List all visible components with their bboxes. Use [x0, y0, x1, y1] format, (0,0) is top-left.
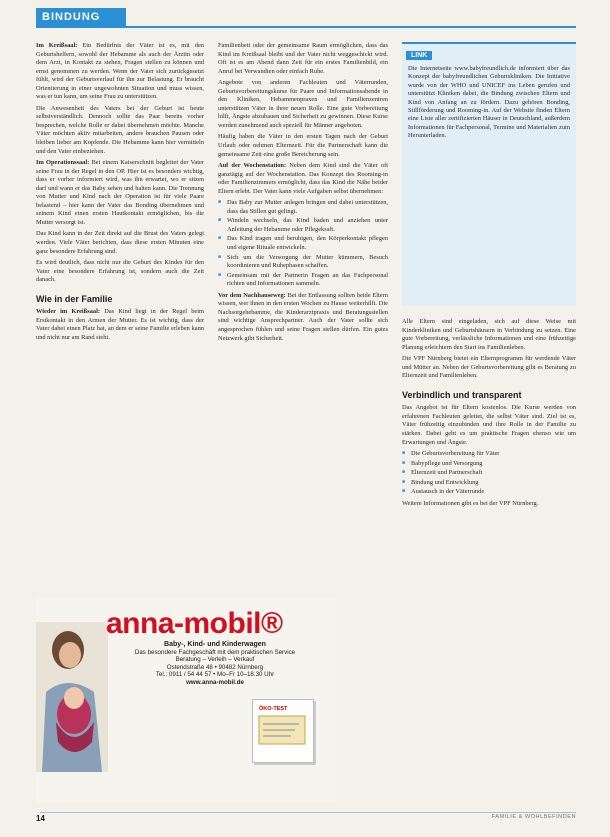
- paragraph-text: Das Kind liegt in der Regel beim Erstkontakt in den Armen der Mutter. Es ist wichtig, dass der Vater dabei einen Platz hat, an dem er seine Familie erleben kann und nicht nur am Rand steht.: [36, 308, 204, 341]
- paragraph: Das Angebot ist für Eltern kostenlos. Die Kurse werden von erfahrenen Fachleuten geleitet, die selbst Väter sind. Ziel ist es, Väter frühzeitig einzubinden und ihre Rolle in der Familie zu stärken. Dabei geht es um praktische Fragen ebenso wie um Erwartungen und Ängste.: [402, 404, 576, 446]
- subheading: Verbindlich und transparent: [402, 389, 522, 400]
- list-item: ■ Sich um die Versorgung der Mutter kümmern, Besuch koordinieren und Ruhephasen schaffen.: [218, 254, 388, 271]
- magazine-footer: FAMILIE & WOHLBEFINDEN: [491, 814, 576, 820]
- paragraph-text: Bei der Entlassung sollten beide Eltern wissen, wer ihnen in den ersten Wochen zu Hause weiterhilft. Die Nachsorgehebamme, die Kinderarztpraxis und Beratungsstellen sind wichtige Ansprechpartner. Auch der Vater sollte sich angesprochen fühlen und seine Fragen stellen dürfen. Ein gutes Netzwerk gibt Sicherheit.: [218, 291, 388, 342]
- ad-line: Das besondere Fachgeschäft mit dem praktischen Service: [134, 648, 296, 656]
- paragraph: [218, 162, 388, 196]
- list-item: ■ Die Geburtsvorbereitung für Väter: [402, 450, 576, 459]
- link-box: [402, 42, 576, 306]
- list-item: ■ Das Kind tragen und beruhigen, den Körperkontakt pflegen und eigene Rituale entwickeln.: [218, 235, 388, 252]
- paragraph: Häufig haben die Väter in den ersten Tagen nach der Geburt Urlaub oder nehmen Elternzeit. Für die Partnerschaft kann die gemeinsame Zeit eine große Bereicherung sein.: [218, 133, 388, 158]
- section-label: BINDUNG: [36, 8, 126, 26]
- paragraph: [36, 159, 204, 227]
- paragraph: Alle Eltern sind eingeladen, sich auf diese Weise mit Kinderkliniken und Geburtshäusern in Verbindung zu setzen. Eine gute Vorbereitung, verlässliche Informationen und eine frühzeitige Planung erleichtern den Start ins Familienleben.: [402, 318, 576, 351]
- column-3: [402, 318, 576, 511]
- paragraph-text: Neben dem Kind sind die Väter oft ganztägig auf der Wochenstation. Das Konzept des Rooming-in oder Familienzimmers ermöglicht, dass das Kind die Nähe beider Eltern erlebt. Der Vater kann viele Aufgaben selbst übernehmen:: [218, 162, 388, 195]
- column-2: [218, 42, 388, 346]
- paragraph: [36, 308, 204, 342]
- list-item: ■ Elternzeit und Partnerschaft: [402, 469, 576, 478]
- list-item: ■ Gemeinsam mit der Partnerin Fragen an das Fachpersonal richten und Informationen sammeln.: [218, 272, 388, 289]
- oeko-test-label: [252, 699, 314, 763]
- link-box-title: LINK: [406, 51, 432, 60]
- link-box-text[interactable]: Die Internetseite www.babyfreundlich.de informiert über das Konzept der babyfreundlichen Geburtskliniken. Die Initiative wurde von der WHO und UNICEF ins Leben gerufen und unterstützt Kliniken dabei, die Bindung zwischen Eltern und Kind von Anfang an zu fördern. Dazu gehören Bonding, Stillförderung und Rooming-in. Auf der Website finden Eltern eine Liste aller zertifizierten Häuser in Deutschland, außerdem Informationen für Fachpersonal, Termine und Materialien zum Herunterladen.: [408, 65, 570, 140]
- footer-rule: [40, 812, 576, 813]
- advertisement[interactable]: [36, 597, 336, 802]
- ad-text: [108, 641, 322, 687]
- paragraph-lead: Wieder im Kreißsaal:: [36, 308, 101, 316]
- paragraph: Familienbett oder der gemeinsame Raum ermöglichen, dass das Kind im Kreißsaal bleibt und der Vater nicht weggeschickt wird. Oft ist es am Abend dann Zeit für ein erstes Familienbild, ein Anruf bei Verwandten oder einfach Ruhe.: [218, 42, 388, 75]
- paragraph-lead: Vor dem Nachhauseweg:: [218, 291, 286, 299]
- list-item: ■ Das Baby zur Mutter anlegen bringen und dabei unterstützen, dass das Stillen gut gelingt.: [218, 199, 388, 216]
- paragraph: Die VPF Nürnberg bietet ein Elternprogramm für werdende Väter und Mütter an. Neben der Geburtsvorbereitung gibt es Beratung zu Elternzeit und Familienleben.: [402, 355, 576, 380]
- paragraph-lead: Im Kreißsaal:: [36, 42, 78, 49]
- parent-with-baby-image: [36, 622, 108, 772]
- list-item: ■ Austausch in der Väterrunde: [402, 488, 576, 497]
- paragraph: Die Anwesenheit des Vaters bei der Geburt ist heute selbstverständlich. Dennoch sollte das Paar bereits vorher besprechen, welche Rolle er dabei übernehmen möchte. Manche Väter möchten aktiv mitarbeiten, andere brauchen Pausen oder bleiben lieber am Kopfende. Die Hebamme kann hier vermitteln und den Vater einbeziehen.: [36, 104, 204, 155]
- list-item: ■ Windeln wechseln, das Kind baden und anziehen unter Anleitung der Hebamme oder Pflegekraft.: [218, 217, 388, 234]
- ad-brand-logo: anna-mobil®: [106, 607, 283, 640]
- paragraph-text: Ein Bedürfnis der Väter ist es, mit den Geburtshelfern, sowohl der Hebamme als auch der Ärztin oder dem Arzt, in Kontakt zu stehen, Fragen stellen zu können und ernst genommen zu werden. Wenn der Vater sich zurückgesetzt fühlt, wird der Geburtsverlauf für ihn zur Belastung. Er braucht Orientierung in einer ungewohnten Situation und muss wissen, was er tun kann, um seine Frau zu unterstützen.: [36, 42, 204, 101]
- subheading: Wie in der Familie: [36, 293, 113, 304]
- ad-line: Ostendstraße 48 • 90482 Nürnberg: [166, 663, 264, 671]
- ad-line: Tel.: 0911 / 54 44 57 • Mo–Fr 10–18.30 Uhr: [155, 671, 275, 679]
- column-1: [36, 42, 204, 346]
- bullet-list: [402, 450, 576, 497]
- paragraph-text: Bei einem Kaiserschnitt begleitet der Vater seine Frau in der Regel in den OP. Hier ist es besonders wichtig, dass er vorher informiert wird, was ihn erwartet, wo er sitzen darf und wann er das Baby sehen und halten kann. Die Trennung von Mutter und Kind nach der Operation ist für viele Paare belastend – hier kann der Vater das Bonding übernehmen und seinem Kind einen ersten Hautkontakt ermöglichen, bis die Mutter versorgt ist.: [36, 159, 204, 226]
- paragraph-lead: Im Operationssaal:: [36, 159, 90, 167]
- bullet-list: [218, 199, 388, 288]
- list-item: ■ Bindung und Entwicklung: [402, 479, 576, 488]
- paragraph: Weitere Informationen gibt es bei der VPF Nürnberg.: [402, 499, 539, 507]
- oeko-test-text: ÖKO-TEST: [259, 706, 288, 712]
- paragraph: Das Kind kann in der Zeit direkt auf die Brust des Vaters gelegt werden. Viele Väter berichten, dass diese ersten Minuten eine ganz besondere Erfahrung sind.: [36, 230, 204, 255]
- list-item: ■ Babypflege und Versorgung: [402, 460, 576, 469]
- test-seal-icon: [253, 700, 313, 762]
- paragraph: [218, 292, 388, 343]
- ad-line: Beratung – Verleih – Verkauf: [175, 656, 255, 664]
- paragraph: Es wird deutlich, dass nicht nur die Geburt des Kindes für den Vater eine besondere Erfahrung ist, sondern auch die Zeit danach.: [36, 259, 204, 284]
- ad-line: Baby-, Kind- und Kinderwagen: [164, 641, 266, 648]
- paragraph: Angebote von anderen Fachleuten und Väterrunden, Geburtsvorbereitungskurse für Paare und Informationsabende in den Kliniken, Hebammenpraxen und Familienzentren unterstützen Väter in ihrer neuen Rolle. Eine gute Vorbereitung hilft, Ängste abzubauen und Sicherheit zu gewinnen. Diese Kurse werden zunehmend auch speziell für Männer angeboten.: [218, 79, 388, 129]
- page-number: 14: [36, 814, 45, 823]
- paragraph: [36, 42, 204, 102]
- paragraph-lead: Auf der Wochenstation:: [218, 162, 287, 170]
- ad-website[interactable]: www.anna-mobil.de: [186, 678, 244, 686]
- top-rule: [36, 26, 576, 28]
